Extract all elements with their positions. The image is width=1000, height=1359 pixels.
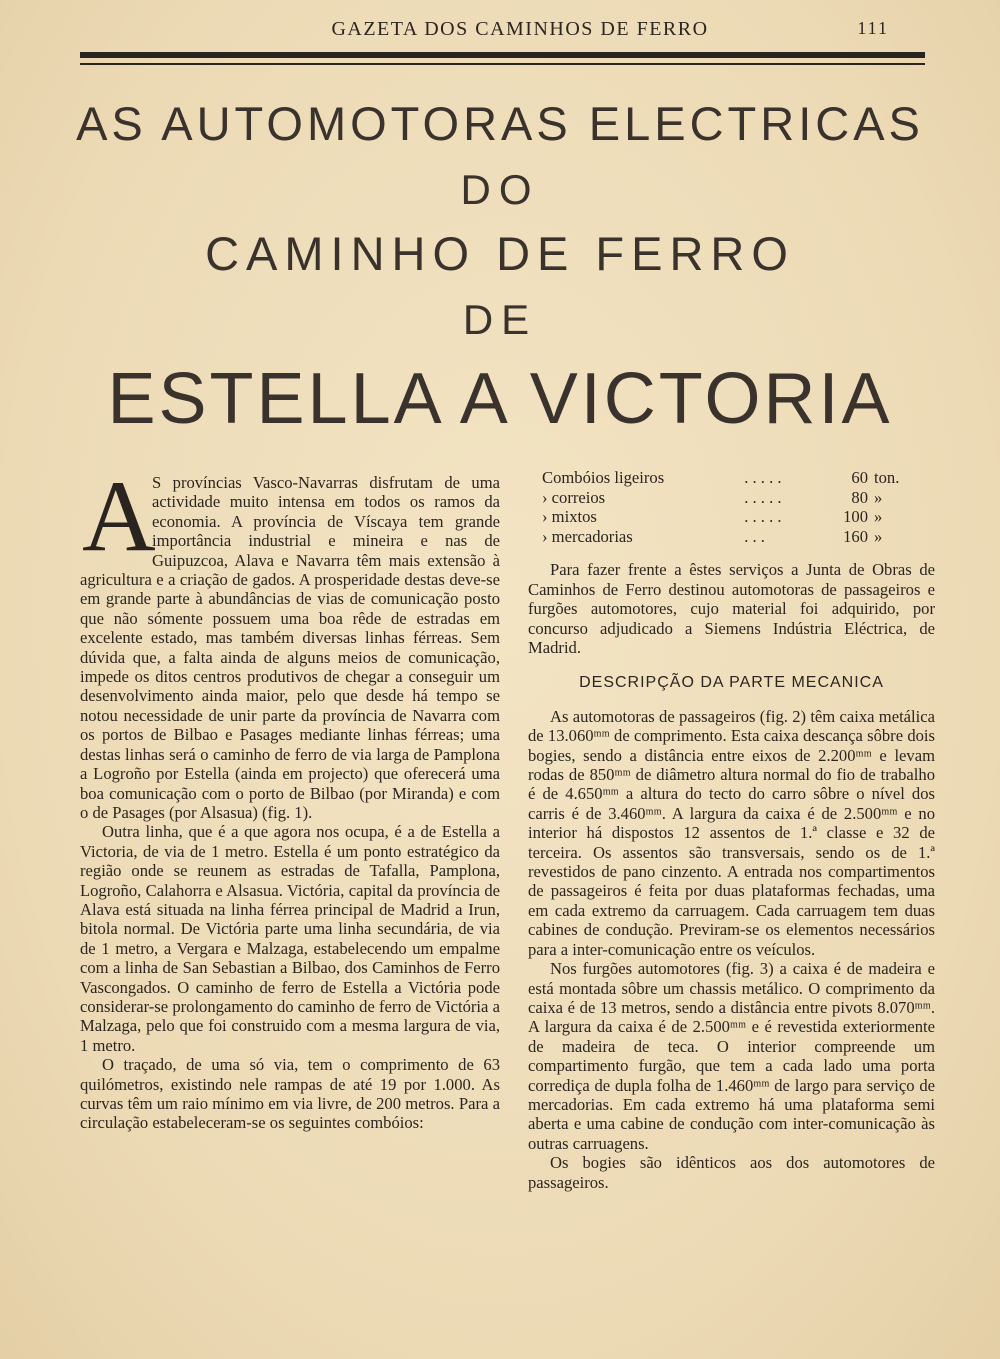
article-paragraph-3: O traçado, de uma só via, tem o comprimento de 63 quilómetros, existindo nele rampas de até 19 por 1.000. As curvas têm um raio mínimo em via livre, de 200 metros. Para a circulação estabeleceram-se os seguintes combóios: <box>80 1055 500 1133</box>
article-paragraph-2: Outra linha, que é a que agora nos ocupa, é a de Estella a Victoria, de via de 1 metro. Estella é um ponto estratégico da região onde se reunem as estradas de Tafalla, Pamplona, Logroño, Calahorra e Alsasua. Victória, capital da província de Alava está situada na linha férrea principal de Madrid a Irun, bitola normal. De Victória parte uma linha secundária, de via de 1 metro, a Vergara e Malzaga, estabelecendo um empalme com a linha de San Sebastian a Bilbao, dos Caminhos de Ferro Vascongados. O caminho de ferro de Estella a Victória pode considerar-se prolongamento do caminho de ferro de Victória a Malzaga, pelo que foi construido com a mesma largura de via, 1 metro. <box>80 822 500 1055</box>
train-unit: » <box>874 487 883 507</box>
headline-line-4: DE <box>462 296 538 343</box>
article-paragraph-1-text: S províncias Vasco-Navarras disfrutam de uma actividade muito intensa em todos os ramos da economia. A província de Víscaya tem grande importância industrial e mineira e nas de Guipuzcoa, Alava e Navarra têm mais extensão à agricultura e a criação de gados. A prosperidade destas deve-se em grande parte à abundâncias de vias de comunicação posto que não sómente possuem uma boa rêde de estradas em excelente estado, mas também diversas linhas férreas. Sem dúvida que, a falta ainda de alguns meios de comunicação, impede os ditos centros produtivos de chegar a conseguir um desenvolvimento ainda maior, pelo que desde há tempo se notou necessidade de unir parte da província de Navarra com os portos de Bilbao e Pasages mediante linhas férreas; uma destas linhas será o caminho de ferro de via larga de Pamplona a Logroño por Estella (ainda em projecto) que oferecerá uma boa comunicação com o porto de Bilbao (por Miranda) e com o de Pasages (por Alsasua) (fig. 1). <box>80 473 500 822</box>
headline-line-3: CAMINHO DE FERRO <box>205 227 795 280</box>
train-value: 80 <box>851 487 868 507</box>
train-label: › correios <box>542 487 606 507</box>
headline-line-5: ESTELLA A VICTORIA <box>107 359 893 439</box>
headline-line-2: DO <box>460 166 540 213</box>
page-number: 111 <box>857 18 889 38</box>
article-paragraph-6: Nos furgões automotores (fig. 3) a caixa é de madeira e está montada sôbre um chassis metálico. O comprimento da caixa é de 13 metros, sendo a distância entre pivots 8.070ᵐᵐ. A largura da caixa é de 2.500ᵐᵐ e é revestida exteriormente de madeira de teca. O interior compreende um compartimento furgão, que tem a cada lado uma porta corrediça de dupla folha de 1.460ᵐᵐ de largo para serviço de mercadorias. Em cada extremo há uma plataforma semi aberta e uma cabine de condução com inter-comunicação às outras carruagens. <box>528 959 935 1153</box>
train-row <box>542 527 918 547</box>
article-paragraph-7: Os bogies são idênticos aos dos automotores de passageiros. <box>528 1153 935 1192</box>
train-dots: . . . . . <box>744 487 782 507</box>
header-rule-thin <box>80 63 925 65</box>
train-value: 100 <box>843 507 868 527</box>
headline-line-1: AS AUTOMOTORAS ELECTRICAS <box>76 97 924 150</box>
section-title: DESCRIPÇÃO DA PARTE MECANICA <box>579 674 884 692</box>
journal-title: GAZETA DOS CAMINHOS DE FERRO <box>331 18 709 40</box>
train-value: 60 <box>851 468 868 487</box>
train-label: › mixtos <box>542 507 597 527</box>
drop-cap: A <box>82 460 156 573</box>
running-head <box>80 18 925 44</box>
train-dots: . . . . . <box>744 507 782 527</box>
header-rule-thick <box>80 52 925 58</box>
train-value: 160 <box>843 526 868 546</box>
article-column-right <box>528 468 935 1192</box>
train-row <box>542 488 918 508</box>
train-weights-table <box>542 468 918 546</box>
article-paragraph-4: Para fazer frente a êstes serviços a Junta de Obras de Caminhos de Ferro destinou automotoras de passageiros e furgões automotores, cujo material foi adquirido, por concurso adjudicado a Siemens Indústria Eléctrica, de Madrid. <box>528 560 935 657</box>
train-row <box>542 507 918 527</box>
train-unit: ton. <box>874 468 900 487</box>
train-label: › mercadorias <box>542 526 633 546</box>
article-paragraph-1 <box>80 460 500 822</box>
train-dots: . . . . . <box>744 468 782 487</box>
train-unit: » <box>874 507 883 527</box>
train-dots: . . . <box>744 526 765 546</box>
train-row <box>542 468 918 488</box>
train-label: Combóios ligeiros <box>542 468 665 487</box>
article-column-left <box>80 460 500 1133</box>
train-unit: » <box>874 526 883 546</box>
article-paragraph-5: As automotoras de passageiros (fig. 2) têm caixa metálica de 13.060ᵐᵐ de comprimento. Esta caixa descança sôbre dois bogies, sendo a distância entre eixos de 2.200ᵐᵐ e levam rodas de 850ᵐᵐ de diâmetro altura normal do fio de trabalho é de 4.650ᵐᵐ a altura do tecto do carro sôbre o nível dos carris é de 3.460ᵐᵐ. A largura da caixa é de 2.500ᵐᵐ e no interior há dispostos 12 assentos de 1.ª classe e 32 de terceira. Os assentos são transversais, sendo os de 1.ª revestidos de pano cinzento. A entrada nos compartimentos de passageiros é feita por duas plataformas fechadas, uma em cada extremo da carruagem. Cada carruagem tem duas cabines de condução. Previram-se os elementos necessários para a inter-comunicação entre os veículos. <box>528 706 935 959</box>
